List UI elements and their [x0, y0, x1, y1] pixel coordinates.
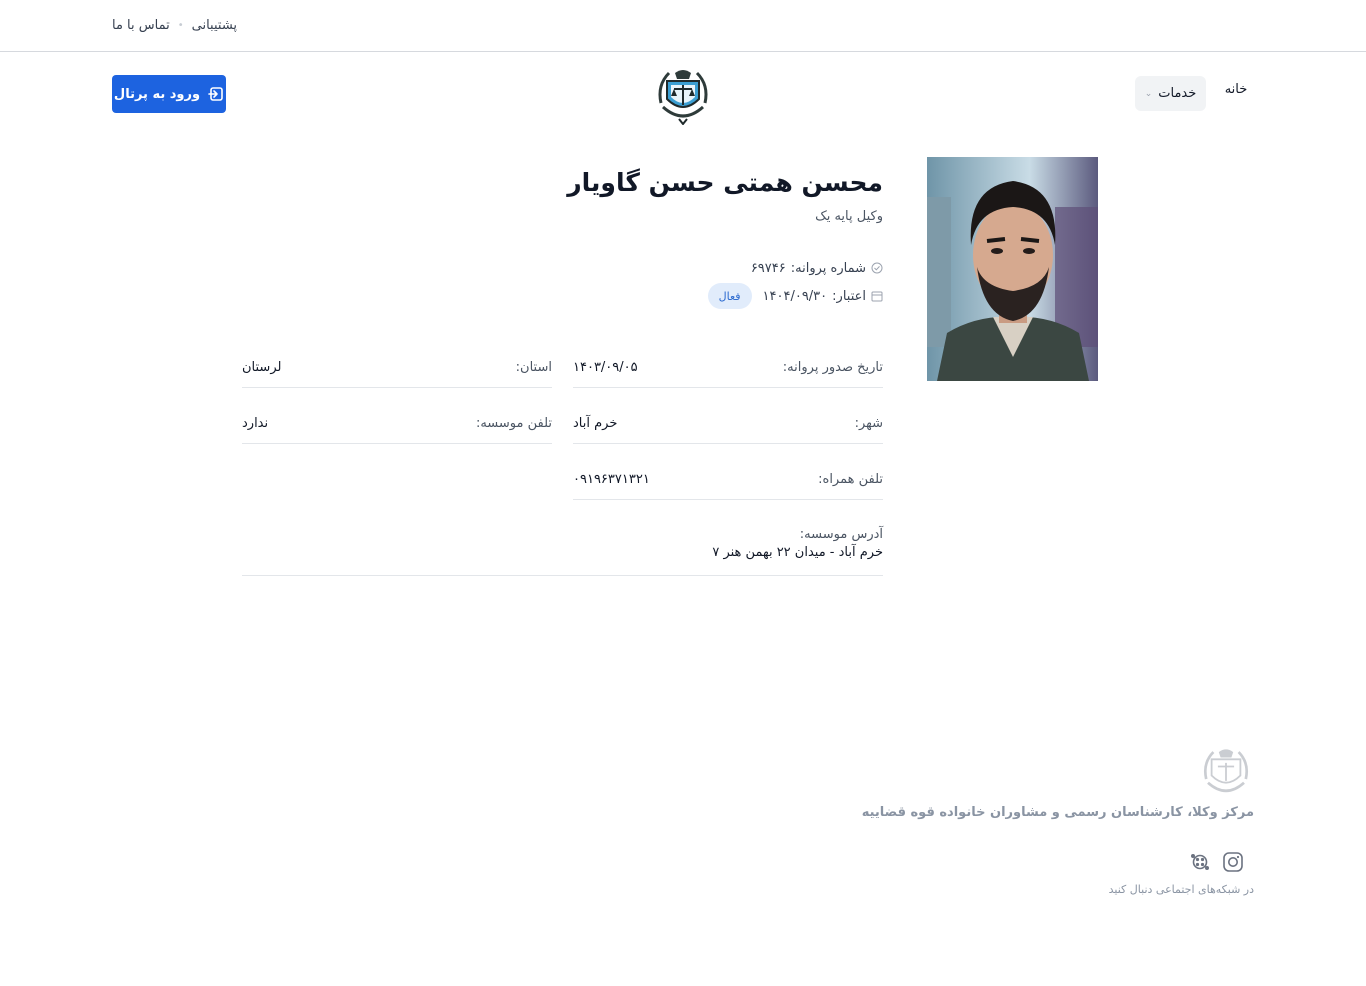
city-label: شهر:	[854, 416, 883, 431]
province-value: لرستان	[242, 360, 282, 375]
contact-link[interactable]: تماس با ما	[112, 17, 170, 33]
portal-login-label: ورود به پرتال	[113, 86, 201, 102]
issue-date-field	[573, 359, 883, 388]
province-label: استان:	[515, 360, 552, 375]
check-circle-icon	[871, 262, 883, 274]
nav-services-dropdown[interactable]	[1135, 76, 1206, 111]
portal-login-button[interactable]	[112, 75, 226, 113]
institute-phone-value: ندارد	[242, 416, 269, 431]
calendar-icon	[871, 290, 883, 302]
validity-date: ۱۴۰۴/۰۹/۳۰	[762, 288, 828, 304]
lawyer-name: محسن همتی حسن گاویار	[567, 168, 883, 197]
license-label: شماره پروانه:	[790, 260, 866, 276]
separator-dot: •	[177, 19, 184, 31]
aparat-icon[interactable]	[1190, 852, 1210, 876]
nav-services-label: خدمات	[1158, 86, 1197, 101]
top-bar	[0, 0, 1366, 52]
support-link[interactable]: پشتیبانی	[191, 17, 238, 33]
city-value: خرم آباد	[573, 416, 618, 431]
status-badge: فعال	[708, 283, 752, 309]
license-info	[751, 257, 883, 279]
mobile-value: ۰۹۱۹۶۳۷۱۳۲۱	[573, 472, 650, 487]
judiciary-logo	[653, 63, 713, 125]
issue-date-value: ۱۴۰۳/۰۹/۰۵	[573, 360, 638, 375]
address-label: آدرس موسسه:	[799, 527, 883, 542]
institute-phone-field	[242, 415, 552, 444]
institute-phone-label: تلفن موسسه:	[475, 416, 552, 431]
issue-date-label: تاریخ صدور پروانه:	[782, 360, 883, 375]
social-links	[1190, 853, 1244, 875]
mobile-field	[573, 471, 883, 500]
top-links	[112, 15, 237, 35]
lawyer-photo	[927, 157, 1098, 381]
instagram-icon[interactable]	[1222, 851, 1244, 877]
address-value: خرم آباد - میدان ۲۲ بهمن هنر ۷	[712, 545, 883, 560]
footer-logo	[1199, 743, 1253, 799]
province-field	[242, 359, 552, 388]
login-icon	[208, 86, 224, 102]
nav-home-link[interactable]: خانه	[1224, 82, 1248, 97]
validity-info	[708, 285, 883, 307]
mobile-label: تلفن همراه:	[818, 472, 883, 487]
lawyer-title: وکیل پایه یک	[815, 209, 883, 224]
follow-text: در شبکه‌های اجتماعی دنبال کنید	[1108, 883, 1254, 896]
address-field	[242, 527, 883, 576]
license-number: ۶۹۷۴۶	[750, 260, 786, 276]
chevron-down-icon: ⌄	[1144, 88, 1153, 99]
footer-organization: مرکز وکلا، کارشناسان رسمی و مشاوران خانواده قوه قضاییه	[861, 805, 1254, 820]
city-field	[573, 415, 883, 444]
validity-label: اعتبار:	[832, 288, 866, 304]
